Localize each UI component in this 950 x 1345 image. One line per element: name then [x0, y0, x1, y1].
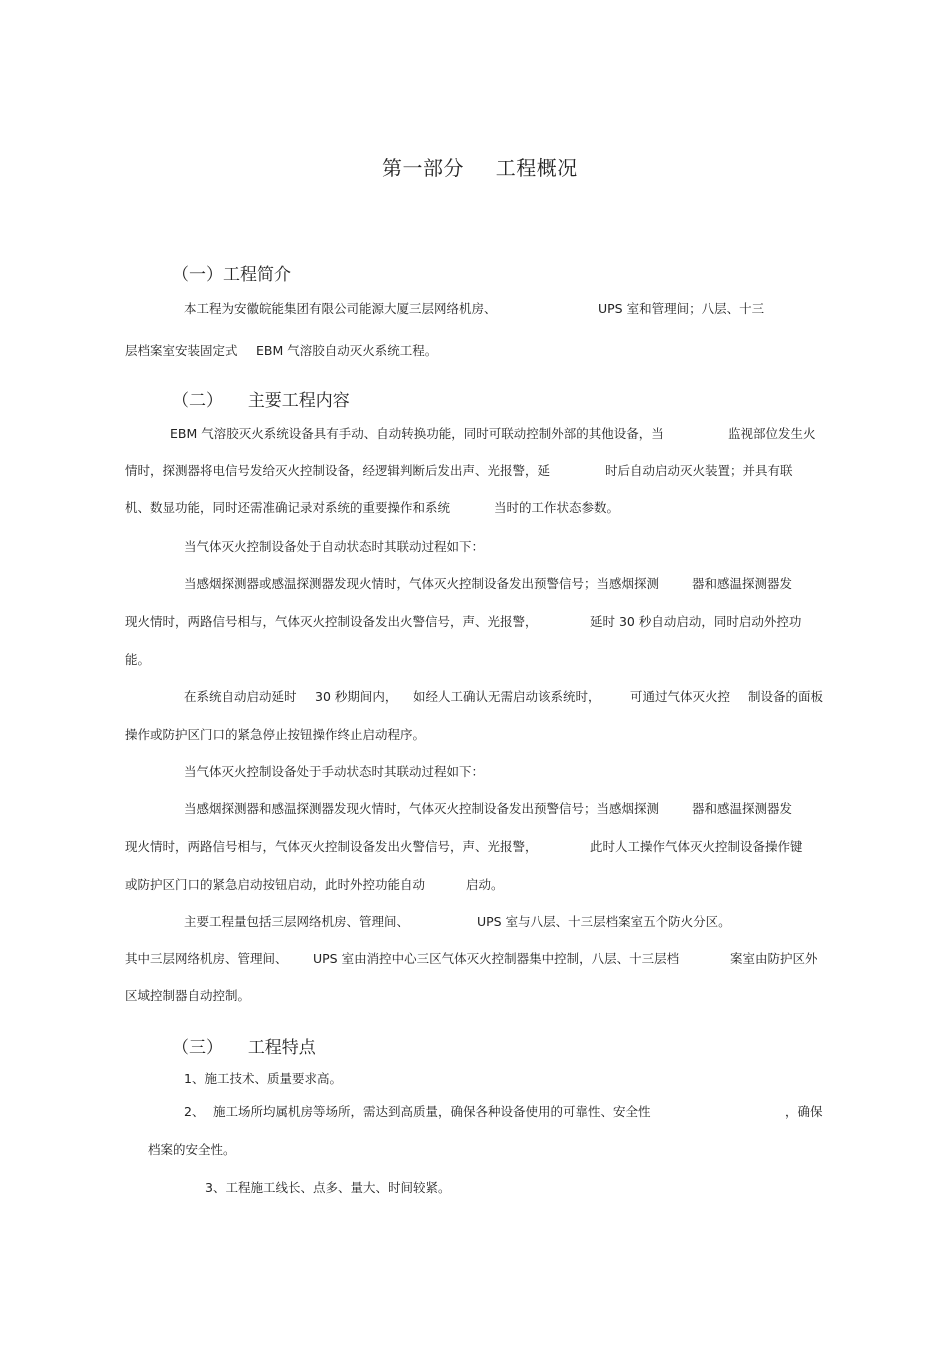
paragraph-line: 器和感温探测器发: [692, 576, 793, 591]
list-item: ，确保: [785, 1104, 823, 1119]
paragraph-line: 机、数显功能，同时还需准确记录对系统的重要操作和系统: [125, 500, 451, 515]
paragraph-line: 时后自动启动灭火装置；并具有联: [605, 463, 793, 478]
paragraph-line: 区域控制器自动控制。: [125, 988, 251, 1003]
paragraph-line: 层档案室安装固定式: [125, 343, 238, 358]
paragraph-line: 监视部位发生火: [728, 426, 816, 441]
paragraph-line: EBM 气溶胶灭火系统设备具有手动、自动转换功能，同时可联动控制外部的其他设备，当: [170, 426, 664, 441]
paragraph-line: 此时人工操作气体灭火控制设备操作键: [590, 839, 803, 854]
paragraph-line: 情时，探测器将电信号发给灭火控制设备，经逻辑判断后发出声、光报警，延: [125, 463, 551, 478]
paragraph-line: 当气体灭火控制设备处于手动状态时其联动过程如下：: [184, 764, 485, 779]
paragraph-line: 主要工程量包括三层网络机房、管理间、: [184, 914, 410, 929]
paragraph-line: EBM 气溶胶自动灭火系统工程。: [256, 343, 438, 358]
title-name: 工程概况: [495, 156, 578, 180]
paragraph-line: 现火情时，两路信号相与，气体灭火控制设备发出火警信号，声、光报警，: [125, 614, 538, 629]
section-heading-number: （三）: [172, 1038, 223, 1058]
paragraph-line: UPS 室和管理间；八层、十三: [598, 301, 765, 316]
paragraph-line: UPS 室由消控中心三区气体灭火控制器集中控制，八层、十三层档: [313, 951, 680, 966]
paragraph-line: 当感烟探测器和感温探测器发现火情时，气体灭火控制设备发出预警信号；当感烟探测: [184, 801, 660, 816]
paragraph-line: 操作或防护区门口的紧急停止按钮操作终止启动程序。: [125, 727, 426, 742]
paragraph-line: 在系统自动启动延时: [184, 689, 297, 704]
list-item: 2、: [184, 1104, 205, 1119]
paragraph-line: 其中三层网络机房、管理间、: [125, 951, 288, 966]
paragraph-line: 延时 30 秒自动启动，同时启动外控功: [590, 614, 802, 629]
section-heading-3: [172, 1033, 316, 1058]
list-item: 1、施工技术、质量要求高。: [184, 1071, 342, 1086]
paragraph-line: 启动。: [466, 877, 504, 892]
paragraph-line: 能。: [125, 652, 151, 667]
title-part: 第一部分: [382, 156, 464, 180]
section-heading-number: （二）: [172, 391, 223, 411]
paragraph-line: 制设备的面板: [748, 689, 824, 704]
section-heading-text: 主要工程内容: [247, 391, 350, 411]
page-title: [382, 152, 578, 181]
paragraph-line: 或防护区门口的紧急启动按钮启动，此时外控功能自动: [125, 877, 426, 892]
list-item: 档案的安全性。: [148, 1142, 236, 1157]
paragraph-line: 案室由防护区外: [730, 951, 818, 966]
paragraph-line: 现火情时，两路信号相与，气体灭火控制设备发出火警信号，声、光报警，: [125, 839, 538, 854]
paragraph-line: 当感烟探测器或感温探测器发现火情时，气体灭火控制设备发出预警信号；当感烟探测: [184, 576, 660, 591]
paragraph-line: 当气体灭火控制设备处于自动状态时其联动过程如下：: [184, 539, 485, 554]
paragraph-line: 器和感温探测器发: [692, 801, 793, 816]
paragraph-line: UPS 室与八层、十三层档案室五个防火分区。: [477, 914, 731, 929]
paragraph-line: 当时的工作状态参数。: [494, 500, 620, 515]
section-heading-text: 工程特点: [247, 1038, 316, 1058]
paragraph-line: 30 秒期间内，: [315, 689, 398, 704]
paragraph-line: 本工程为安徽皖能集团有限公司能源大厦三层网络机房、: [184, 301, 497, 316]
paragraph-line: 可通过气体灭火控: [630, 689, 731, 704]
list-item: 3、工程施工线长、点多、量大、时间较紧。: [205, 1180, 451, 1195]
list-item: 施工场所均属机房等场所，需达到高质量，确保各种设备使用的可靠性、安全性: [213, 1104, 651, 1119]
section-heading-1: （一）工程简介: [172, 265, 291, 285]
section-heading-2: [172, 386, 350, 411]
paragraph-line: 如经人工确认无需启动该系统时，: [413, 689, 601, 704]
